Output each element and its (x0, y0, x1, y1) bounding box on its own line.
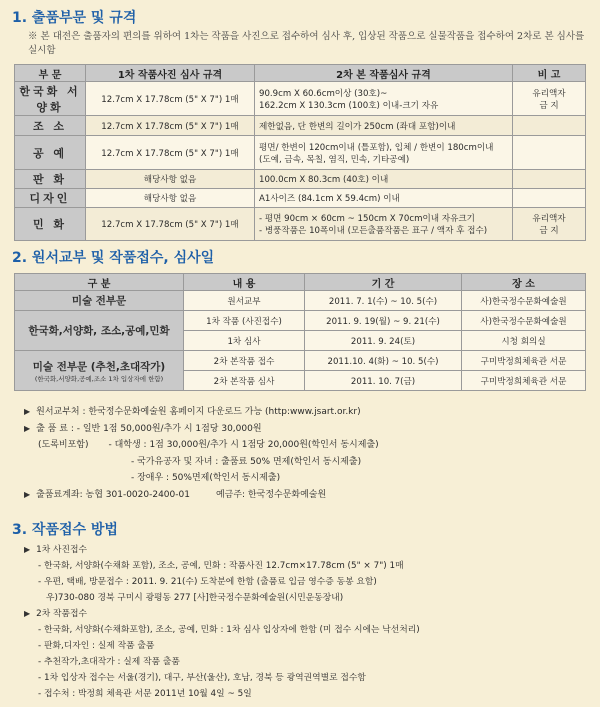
table-row (15, 311, 586, 331)
info-text: 원서교부처 : 한국정수문화예술원 홈페이지 다운로드 가능 (http:www.jsart.or.kr) (36, 407, 361, 417)
table-row (15, 208, 586, 241)
row-category: 민 화 (15, 208, 86, 241)
bullet-triangle-icon: ▶ (24, 407, 31, 416)
list-item (24, 638, 420, 654)
list-item (24, 470, 379, 487)
row-stage2-line: 90.9cm X 60.6cm이상 (30호)~ (259, 88, 388, 99)
row-remarks-line: 금 지 (539, 100, 559, 111)
row-stage2: 100.0cm X 80.3cm (40호) 이내 (255, 170, 513, 189)
place-cell: 시청 회의실 (462, 331, 586, 351)
method-text: - 우편, 택배, 방문접수 : 2011. 9. 21(수) 도착분에 한함 (출품료 입금 영수증 동봉 요함) (38, 577, 377, 587)
row-remarks-line: 유리액자 (532, 88, 566, 99)
row-stage2: 제한없음, 단 한변의 길이가 250cm (좌대 포함)이내 (255, 116, 513, 136)
info-text: 출품료계좌: 농협 301-0020-2400-01 (36, 489, 190, 500)
row-stage2 (255, 82, 513, 116)
content-cell: 2차 본작품 접수 (184, 351, 305, 371)
division-cell (15, 351, 184, 391)
method-text: - 1차 입상자 접수는 서울(경기), 대구, 부산(울산), 호남, 경북 등 광역권역별로 접수함 (38, 673, 366, 683)
list-item (24, 590, 420, 606)
list-item (24, 606, 420, 622)
method-text: - 한국화, 서양화(수채화포함), 조소, 공예, 민화 : 1차 심사 입상자에 한함 (미 접수 시에는 낙선처리) (38, 625, 420, 635)
bullet-triangle-icon: ▶ (24, 545, 31, 554)
list-item (24, 454, 379, 471)
table-row (15, 351, 586, 371)
row-stage1: 해당사항 없음 (86, 170, 255, 189)
content-cell: 1차 작품 (사진접수) (184, 311, 305, 331)
bullet-triangle-icon: ▶ (24, 609, 31, 618)
row-stage2 (255, 136, 513, 170)
table-row (15, 136, 586, 170)
row-stage1: 12.7cm X 17.78cm (5" X 7") 1매 (86, 136, 255, 170)
row-stage2-line: 162.2cm X 130.3cm (100호) 이내-크기 자유 (259, 100, 439, 111)
list-item (24, 574, 420, 590)
list-item (24, 487, 379, 504)
table-row (15, 116, 586, 136)
col-header-category: 부 문 (15, 65, 86, 82)
division-label: 미술 전부문 (추천,초대작가) (32, 360, 166, 373)
list-item (24, 670, 420, 686)
col-header-period: 기 간 (305, 274, 462, 291)
row-remarks (513, 170, 586, 189)
method-text: 우)730-080 경북 구미시 광평동 277 [사]한국정수문화예술원(시민운동장내) (46, 593, 344, 603)
row-stage1: 12.7cm X 17.78cm (5" X 7") 1매 (86, 116, 255, 136)
list-item (24, 558, 420, 574)
method-heading: 1차 사진접수 (36, 545, 88, 555)
method-text: - 추천작가,초대작가 : 실제 작품 출품 (38, 657, 180, 667)
row-stage1: 12.7cm X 17.78cm (5" X 7") 1매 (86, 208, 255, 241)
period-cell: 2011. 10. 7(금) (305, 371, 462, 391)
row-category: 조 소 (15, 116, 86, 136)
row-category: 공 예 (15, 136, 86, 170)
list-item (24, 421, 379, 438)
row-remarks (513, 208, 586, 241)
row-stage1: 12.7cm X 17.78cm (5" X 7") 1매 (86, 82, 255, 116)
list-item (24, 404, 379, 421)
section-2-title: 2. 원서교부 및 작품접수, 심사일 (12, 250, 215, 266)
section-3-title: 3. 작품접수 방법 (12, 522, 118, 538)
method-text: - 접수처 : 박정희 체육관 서문 2011년 10월 4일 ~ 5일 (38, 689, 252, 699)
content-cell: 원서교부 (184, 291, 305, 311)
info-text: 예금주: 한국정수문화예술원 (215, 489, 327, 500)
row-remarks (513, 189, 586, 208)
table-row (15, 170, 586, 189)
place-cell: 사)한국정수문화예술원 (462, 311, 586, 331)
row-stage2-line: 평면/ 한변이 120cm이내 (틀포함), 입체 / 한변이 180cm이내 (259, 142, 494, 153)
list-item (24, 437, 379, 454)
content-cell: 2차 본작품 심사 (184, 371, 305, 391)
row-stage2-line: (도예, 금속, 목칠, 염직, 민속, 기타공예) (259, 154, 410, 165)
row-stage2: A1사이즈 (84.1cm X 59.4cm) 이내 (255, 189, 513, 208)
col-header-place: 장 소 (462, 274, 586, 291)
list-item (24, 542, 420, 558)
division-cell: 한국화,서양화, 조소,공예,민화 (15, 311, 184, 351)
row-category: 한국화 서양화 (15, 82, 86, 116)
info-list (24, 404, 379, 503)
period-cell: 2011. 7. 1(수) ~ 10. 5(수) (305, 291, 462, 311)
col-header-remarks: 비 고 (513, 65, 586, 82)
list-item (24, 654, 420, 670)
period-cell: 2011. 9. 19(월) ~ 9. 21(수) (305, 311, 462, 331)
notice-text: ※ 본 대전은 출품자의 편의를 위하여 1차는 작품을 사진으로 접수하여 심사 후, 입상된 작품으로 실물작품을 접수하여 2차로 본 심사를 실시함 (28, 31, 585, 56)
info-text: - 장애우 : 50%면제(학인서 동시제출) (131, 473, 281, 483)
period-cell: 2011. 9. 24(토) (305, 331, 462, 351)
entry-spec-table (14, 64, 586, 241)
row-stage1: 해당사항 없음 (86, 189, 255, 208)
row-category: 판 화 (15, 170, 86, 189)
method-heading: 2차 작품접수 (36, 609, 88, 619)
table-row (15, 291, 586, 311)
row-stage2 (255, 208, 513, 241)
row-stage2-line: - 병풍작품은 10폭이내 (모든출품작품은 표구 / 액자 후 접수) (259, 226, 488, 236)
list-item (24, 622, 420, 638)
place-cell: 사)한국정수문화예술원 (462, 291, 586, 311)
row-remarks (513, 136, 586, 170)
table-row (15, 82, 586, 116)
place-cell: 구미박정희체육관 서문 (462, 351, 586, 371)
info-text: 출 품 료 : - 일반 1점 50,000원/추가 시 1점당 30,000원 (36, 423, 262, 434)
bullet-triangle-icon: ▶ (24, 489, 31, 499)
method-text: - 한국화, 서양화(수채화 포함), 조소, 공예, 민화 : 작품사진 12.7cm×17.78cm (5" × 7") 1매 (38, 561, 404, 571)
place-cell: 구미박정희체육관 서문 (462, 371, 586, 391)
row-remarks (513, 116, 586, 136)
bullet-triangle-icon: ▶ (24, 423, 31, 433)
col-header-content: 내 용 (184, 274, 305, 291)
division-sublabel: (한국화,서양화,공예,조소 1차 입상자에 한함) (34, 374, 164, 383)
info-text: (도록비포함) (38, 440, 89, 450)
content-cell: 1차 심사 (184, 331, 305, 351)
info-text: - 국가유공자 및 자녀 : 출품료 50% 면제(학인서 동시제출) (131, 456, 362, 467)
section-1-title: 1. 출품부문 및 규격 (12, 10, 137, 26)
col-header-stage2: 2차 본 작품심사 규격 (255, 65, 513, 82)
method-text: - 판화,디자인 : 실제 작품 출품 (38, 641, 155, 651)
row-category: 디자인 (15, 189, 86, 208)
list-item (24, 686, 420, 702)
method-list (24, 542, 420, 702)
table-row (15, 189, 586, 208)
row-remarks-line: 유리액자 (532, 214, 566, 224)
col-header-division: 구 분 (15, 274, 184, 291)
row-remarks (513, 82, 586, 116)
row-remarks-line: 금 지 (539, 226, 559, 236)
period-cell: 2011.10. 4(화) ~ 10. 5(수) (305, 351, 462, 371)
schedule-table (14, 273, 586, 391)
info-text: - 대학생 : 1점 30,000원/추가 시 1점당 20,000원(학인서 동시제출) (108, 440, 379, 450)
division-cell: 미술 전부문 (15, 291, 184, 311)
row-stage2-line: - 평면 90cm × 60cm ~ 150cm X 70cm이내 자유크기 (259, 214, 475, 224)
col-header-stage1: 1차 작품사진 심사 규격 (86, 65, 255, 82)
